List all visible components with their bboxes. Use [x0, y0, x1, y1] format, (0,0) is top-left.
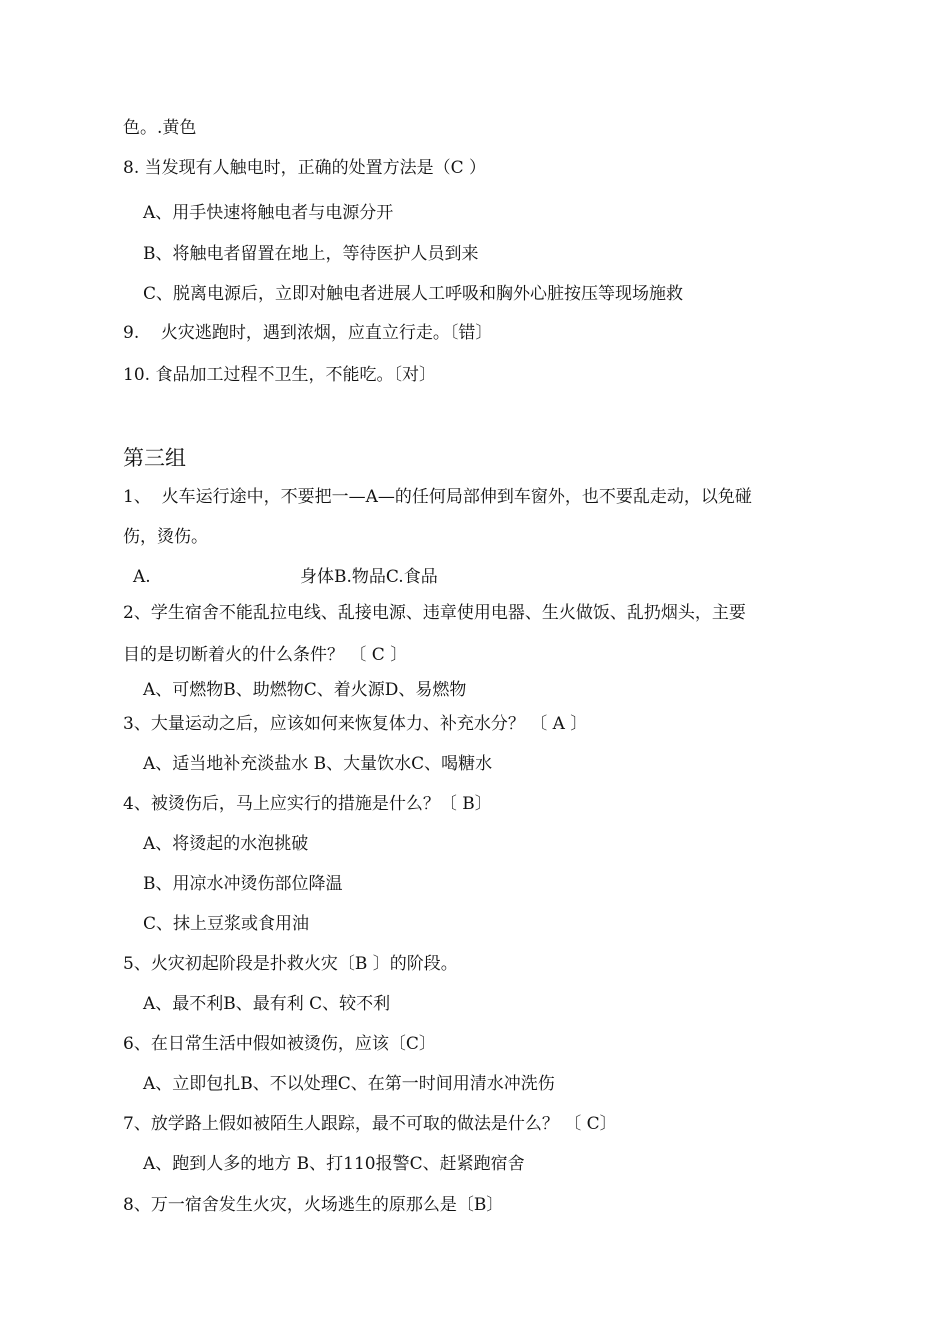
question-2-cont: 目的是切断着火的什么条件？ 〔 C 〕	[123, 645, 408, 665]
question-6: 6、在日常生活中假如被烫伤，应该〔C〕	[123, 1034, 436, 1054]
question-2: 2、学生宿舍不能乱拉电线、乱接电源、违章使用电器、生火做饭、乱扔烟头，主要	[123, 603, 746, 623]
option-c: C、抹上豆浆或食用油	[143, 914, 310, 934]
question-3: 3、大量运动之后，应该如何来恢复体力、补充水分？ 〔 A 〕	[123, 714, 588, 734]
question-1: 1、 火车运行途中，不要把一—A—的任何局部伸到车窗外，也不要乱走动，以免碰	[123, 487, 752, 507]
options-line: A、最不利B、最有利 C、较不利	[143, 994, 391, 1014]
option-label: A.	[133, 567, 151, 587]
options-line: A、可燃物B、助燃物C、着火源D、易燃物	[143, 680, 467, 700]
question-8: 8. 当发现有人触电时，正确的处置方法是（C ）	[123, 158, 487, 178]
option-b: B、将触电者留置在地上，等待医护人员到来	[143, 244, 479, 264]
question-1-cont: 伤，烫伤。	[123, 527, 208, 547]
question-4: 4、被烫伤后，马上应实行的措施是什么？〔 B〕	[123, 794, 492, 814]
options-line: A、跑到人多的地方 B、打110报警C、赶紧跑宿舍	[143, 1154, 525, 1174]
question-10: 10. 食品加工过程不卫生，不能吃。〔对〕	[123, 365, 436, 385]
options-line: A、立即包扎B、不以处理C、在第一时间用清水冲洗伤	[143, 1074, 555, 1094]
option-b: B、用凉水冲烫伤部位降温	[143, 874, 343, 894]
text-line: 色。.黄色	[123, 118, 197, 138]
section-heading: 第三组	[123, 446, 186, 470]
question-5: 5、火灾初起阶段是扑救火灾〔B 〕的阶段。	[123, 954, 458, 974]
question-9: 9. 火灾逃跑时，遇到浓烟，应直立行走。〔错〕	[123, 323, 493, 343]
options-line: A、适当地补充淡盐水 B、大量饮水C、喝糖水	[143, 754, 493, 774]
question-7: 7、放学路上假如被陌生人跟踪，最不可取的做法是什么？ 〔 C〕	[123, 1114, 617, 1134]
options-line: 身体B.物品C.食品	[300, 567, 438, 587]
option-a: A、将烫起的水泡挑破	[143, 834, 309, 854]
question-8: 8、万一宿舍发生火灾，火场逃生的原那么是〔B〕	[123, 1195, 504, 1215]
option-c: C、脱离电源后，立即对触电者进展人工呼吸和胸外心脏按压等现场施救	[143, 284, 684, 304]
option-a: A、用手快速将触电者与电源分开	[143, 203, 394, 223]
